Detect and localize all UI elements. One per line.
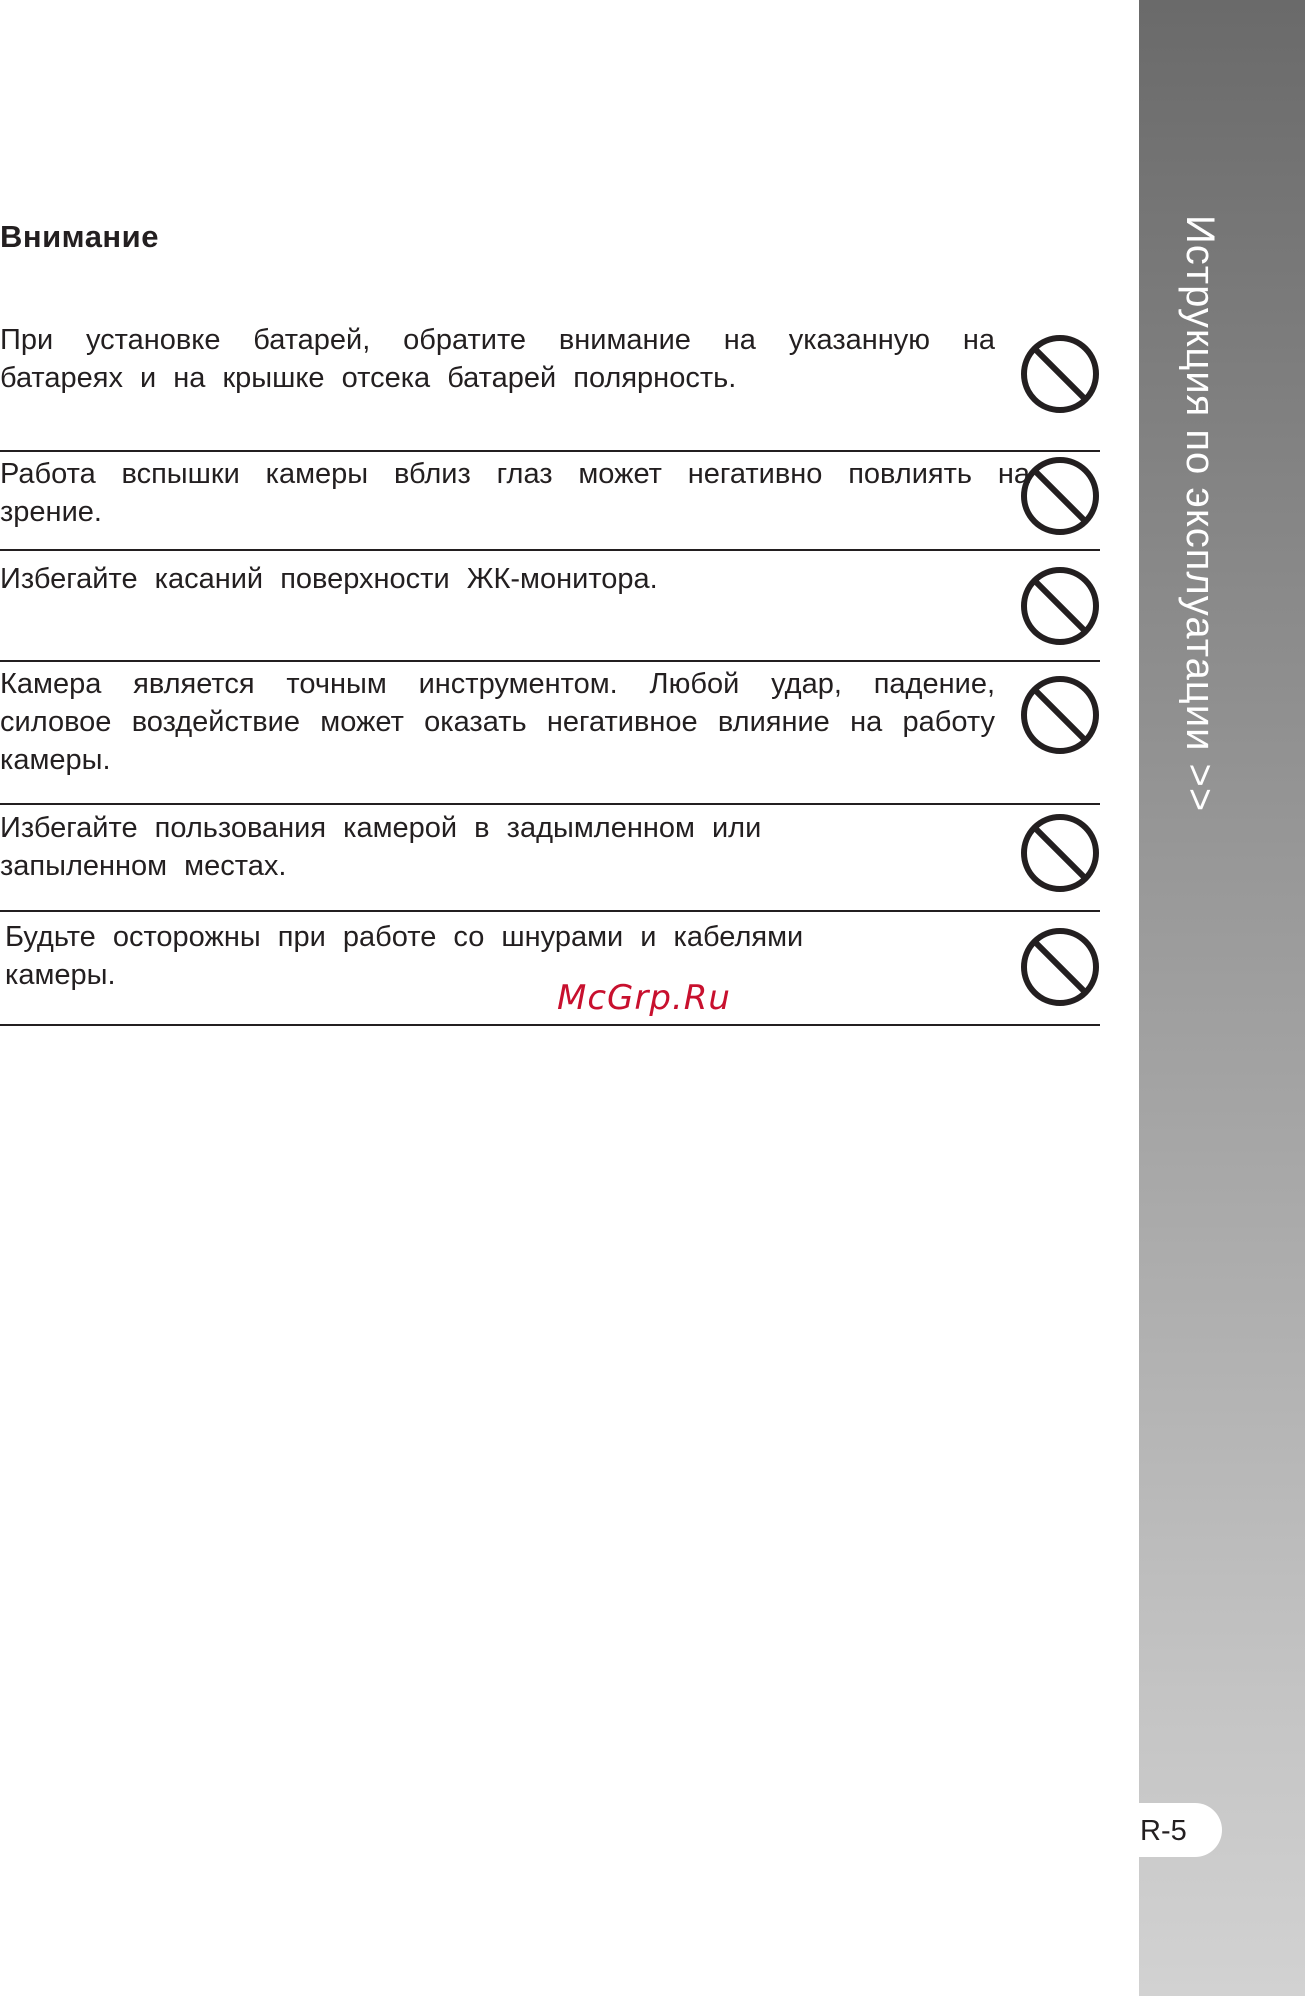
caution-item-2-text: Работа вспышки камеры вблиз глаз может негативно повлиять на зрение.	[0, 458, 1030, 528]
divider	[0, 660, 1100, 662]
watermark-text: McGrp.Ru	[557, 978, 731, 1018]
prohibited-icon	[1018, 925, 1102, 1009]
prohibited-icon	[1018, 673, 1102, 757]
section-heading: Внимание	[0, 219, 159, 254]
page-number: R-5	[1140, 1815, 1187, 1847]
chapter-title: Иструкция по эксплуатации >>	[1178, 215, 1222, 813]
caution-item-1-text: При установке батарей, обратите внимание на указанную на батареях и на крышке отсека батарей полярность.	[0, 324, 995, 394]
prohibited-icon	[1018, 332, 1102, 416]
divider	[0, 450, 1100, 452]
caution-item-4-text: Камера является точным инструментом. Любой удар, падение, силовое воздействие может оказать негативное влияние на работу камеры.	[0, 668, 995, 776]
prohibited-icon	[1018, 564, 1102, 648]
divider	[0, 803, 1100, 805]
prohibited-icon	[1018, 454, 1102, 538]
caution-item-5-text: Избегайте пользования камерой в задымленном или запыленном местах.	[0, 812, 762, 882]
prohibited-icon	[1018, 811, 1102, 895]
divider	[0, 1024, 1100, 1026]
divider	[0, 549, 1100, 551]
divider	[0, 910, 1100, 912]
caution-item-3-text: Избегайте касаний поверхности ЖК-монитора.	[0, 563, 658, 595]
caution-item-6-text: Будьте осторожны при работе со шнурами и кабелями камеры.	[5, 921, 804, 991]
